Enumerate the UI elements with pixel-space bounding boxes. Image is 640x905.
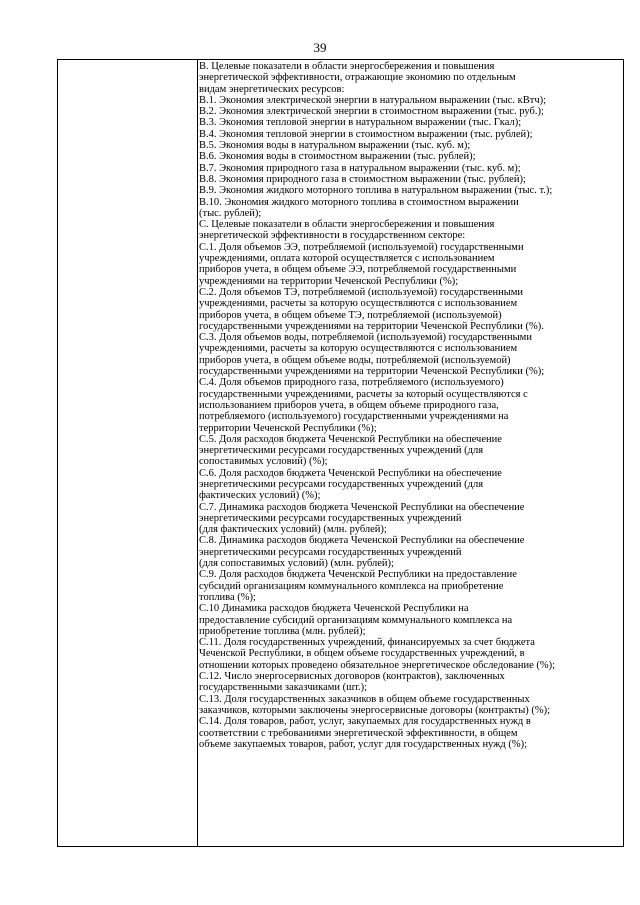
text-line: энергетическими ресурсами государственных учреждений (для [199,478,484,490]
text-line: использованием приборов учета, в общем объеме природного газа, [199,399,499,411]
text-line: энергетическими ресурсами государственных учреждений (для [199,445,484,457]
text-line: В.3. Экономия тепловой энергии в натуральном выражении (тыс. Гкал); [199,117,522,129]
text-line: С.14. Доля товаров, работ, услуг, закупаемых для государственных нужд в [199,716,531,728]
text-line: В.1. Экономия электрической энергии в натуральном выражении (тыс. кВтч); [199,94,547,106]
text-line: государственными учреждениями на территории Чеченской Республики (%). [199,320,544,332]
text-line: С.2. Доля объемов ТЭ, потребляемой (используемой) государственными [199,286,524,298]
text-line: С.13. Доля государственных заказчиков в общем объеме государственных [199,693,530,705]
text-line: учреждениями, оплата которой осуществляется с использованием [199,253,495,265]
text-line: приобретение топлива (млн. рублей); [199,625,366,637]
text-line: энергетическими ресурсами государственных учреждений [199,546,462,558]
text-line: С.8. Динамика расходов бюджета Чеченской Республики на обеспечение [199,535,525,547]
text-line: топлива (%); [199,591,256,603]
text-line: (тыс. рублей); [199,207,262,219]
text-line: энергетической эффективности, отражающие экономию по отдельным [199,72,516,84]
text-line: В.8. Экономия природного газа в стоимостном выражении (тыс. рублей); [199,173,526,185]
text-line: С.5. Доля расходов бюджета Чеченской Республики на обеспечение [199,433,502,445]
text-line: В.9. Экономия жидкого моторного топлива в натуральном выражении (тыс. т.); [199,185,553,197]
text-line: приборов учета, в общем объеме ЭЭ, потребляемой государственными [199,264,517,276]
text-line: (для фактических условий) (млн. рублей); [199,524,387,536]
text-line: территории Чеченской Республики (%); [199,422,377,434]
text-line: энергетической эффективности в государственном секторе: [199,230,466,242]
text-line: В.5. Экономия воды в натуральном выражении (тыс. куб. м); [199,140,471,152]
text-line: учреждениями на территории Чеченской Республики (%); [199,275,459,287]
text-line: приборов учета, в общем объеме воды, потребляемой (используемой) [199,354,511,366]
text-line: С.10 Динамика расходов бюджета Чеченской Республики на [199,603,469,615]
text-line: С.7. Динамика расходов бюджета Чеченской Республики на обеспечение [199,501,525,513]
text-line: энергетическими ресурсами государственных учреждений [199,512,462,524]
text-line: учреждениями, расчеты за которую осуществляются с использованием [199,298,518,310]
text-line: С.9. Доля расходов бюджета Чеченской Республики на предоставление [199,569,517,581]
text-line: Чеченской Республики, в общем объеме государственных учреждений, в [199,648,525,660]
text-line: соответствии с требованиями энергетической эффективности, в общем [199,727,518,739]
text-line: В. Целевые показатели в области энергосбережения и повышения [199,61,495,72]
text-line: учреждениями, расчеты за которую осуществляются с использованием [199,343,518,355]
text-line: В.4. Экономия тепловой энергии в стоимостном выражении (тыс. рублей); [199,128,533,140]
text-line: объеме закупаемых товаров, работ, услуг для государственных нужд (%); [199,738,528,750]
text-line: заказчиков, которыми заключены энергосервисные договоры (контракты) (%); [199,704,551,716]
text-line: видам энергетических ресурсов: [199,83,345,95]
text-line: В.6. Экономия воды в стоимостном выражении (тыс. рублей); [199,151,476,163]
page-number: 39 [313,40,327,55]
text-line: сопоставимых условий) (%); [199,456,328,468]
text-line: С.11. Доля государственных учреждений, финансируемых за счет бюджета [199,637,535,649]
text-line: С.6. Доля расходов бюджета Чеченской Республики на обеспечение [199,467,502,479]
text-line: фактических условий) (%); [199,490,321,502]
text-line: государственными учреждениями, расчеты за который осуществляются с [199,388,528,400]
text-line: государственными учреждениями на территории Чеченской Республики (%); [199,366,545,378]
text-line: С. Целевые показатели в области энергосбережения и повышения [199,219,495,231]
text-line: приборов учета, в общем объеме ТЭ, потребляемой (используемой) [199,309,502,321]
text-line: В.10. Экономия жидкого моторного топлива в стоимостном выражении [199,196,519,208]
text-line: В.7. Экономия природного газа в натуральном выражении (тыс. куб. м); [199,162,521,174]
text-line: предоставление субсидий организациям коммунального комплекса на [199,614,513,626]
text-line: С.4. Доля объемов природного газа, потребляемого (используемого) [199,377,504,389]
text-line: С.12. Число энергосервисных договоров (контрактов), заключенных [199,671,505,683]
text-line: В.2. Экономия электрической энергии в стоимостном выражении (тыс. руб.); [199,106,544,118]
text-line: субсидий организациям коммунального комплекса на приобретение [199,580,504,592]
indicators-text-cell [199,61,623,750]
indicators-table [57,59,624,847]
text-line: С.1. Доля объемов ЭЭ, потребляемой (используемой) государственными [199,241,524,253]
text-line: С.3. Доля объемов воды, потребляемой (используемой) государственными [199,332,532,344]
text-line: потребляемого (используемого) государственными учреждениями на [199,411,509,423]
text-line: государственными заказчиками (шт.); [199,682,368,694]
text-line: отношении которых проведено обязательное энергетическое обследование (%); [199,659,556,671]
empty-left-cell [58,60,198,846]
text-line: (для сопоставимых условий) (млн. рублей); [199,558,394,570]
